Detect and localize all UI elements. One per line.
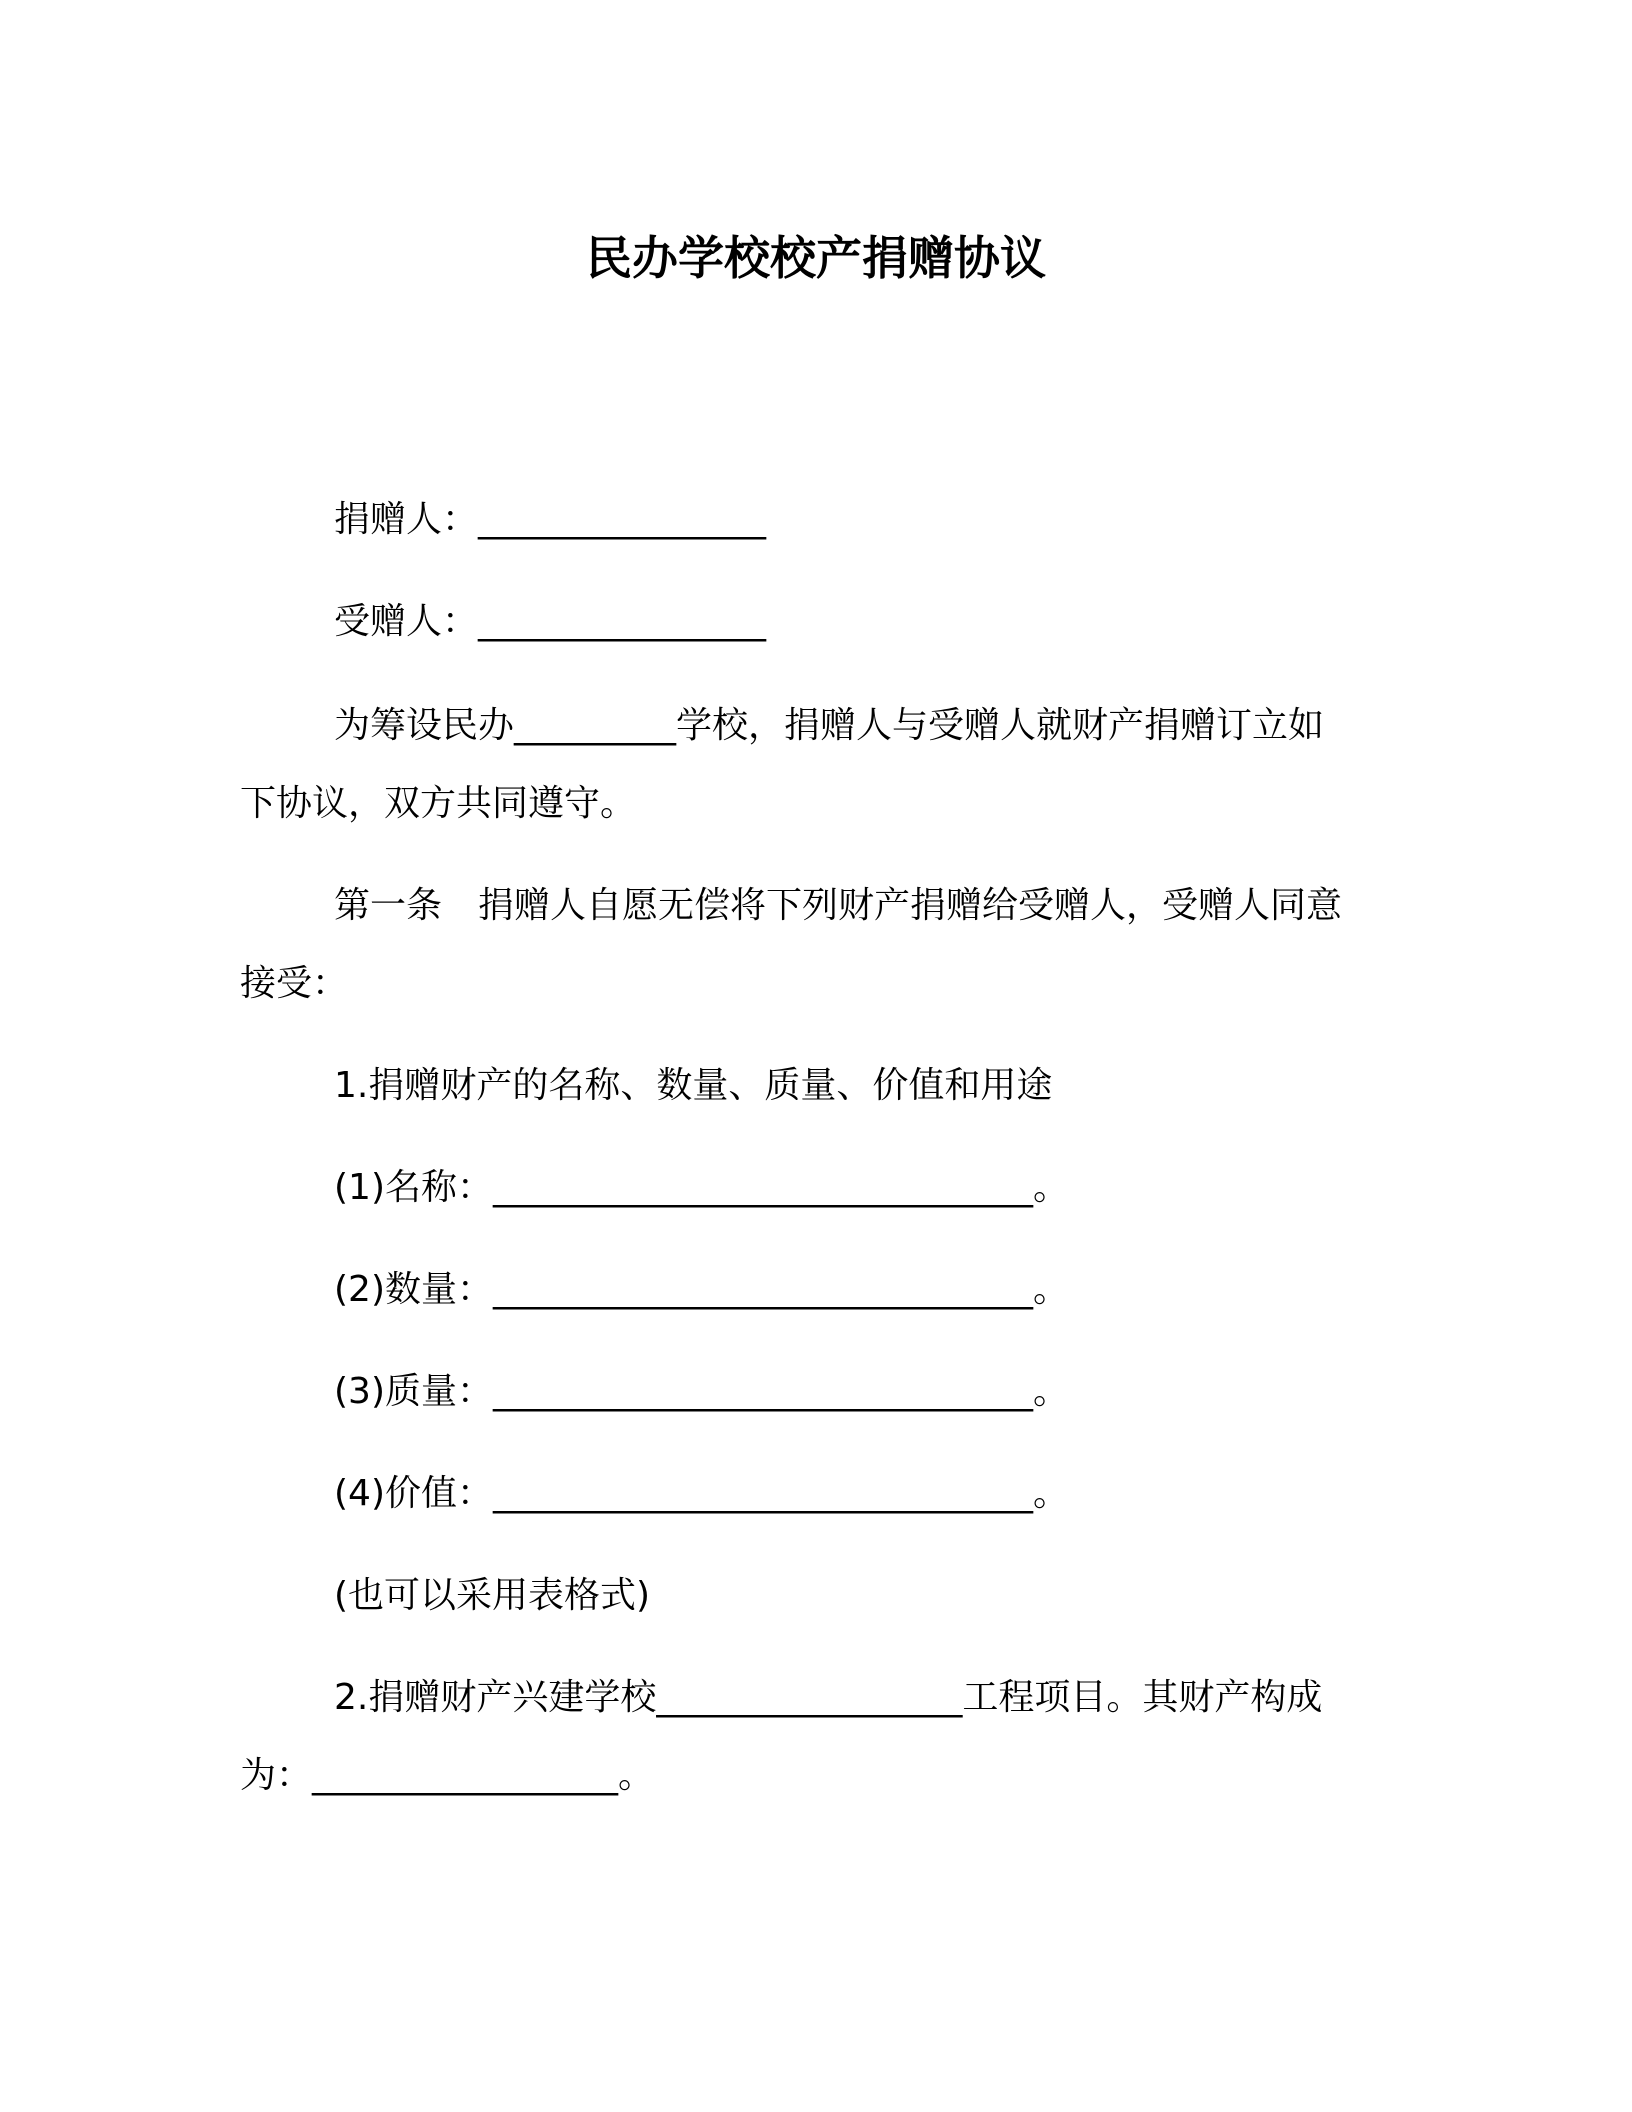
value-line: (4)价值：______________________________。 [334, 1473, 1069, 1514]
recipient-line: 受赠人：________________ [334, 601, 767, 642]
intro-line-1: 为筹设民办_________学校，捐赠人与受赠人就财产捐赠订立如 [334, 705, 1325, 746]
document-title: 民办学校校产捐赠协议 [586, 231, 1046, 285]
quality-line: (3)质量：______________________________。 [334, 1371, 1069, 1412]
article1-line-2: 接受： [240, 963, 349, 1004]
article1-line-1: 第一条 捐赠人自愿无偿将下列财产捐赠给受赠人，受赠人同意 [334, 885, 1343, 926]
table-format-note: (也可以采用表格式) [334, 1575, 651, 1616]
item2-line-2: 为：_________________。 [240, 1755, 655, 1796]
item2-line-1: 2.捐赠财产兴建学校_________________工程项目。其财产构成 [334, 1677, 1323, 1718]
donor-line: 捐赠人：________________ [334, 499, 767, 540]
item1-heading: 1.捐赠财产的名称、数量、质量、价值和用途 [334, 1065, 1053, 1106]
name-line: (1)名称：______________________________。 [334, 1167, 1069, 1208]
intro-line-2: 下协议，双方共同遵守。 [240, 783, 637, 824]
quantity-line: (2)数量：______________________________。 [334, 1269, 1069, 1310]
